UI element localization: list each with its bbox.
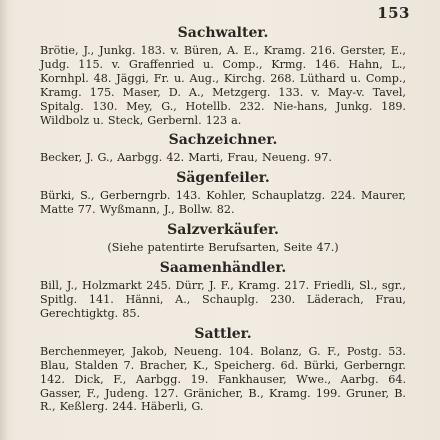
section-heading: Salzverkäufer.: [167, 222, 279, 239]
section-saegenfeiler: [40, 169, 406, 217]
gutter-shadow: [0, 0, 8, 440]
section-heading: Saamenhändler.: [159, 260, 287, 277]
section-sachzeichner: [40, 131, 406, 165]
section-heading: Sachwalter.: [177, 25, 269, 41]
section-entries: (Siehe patentirte Berufsarten, Seite 47.): [107, 241, 339, 255]
section-entries: Berchenmeyer, Jakob, Neueng. 104. Bolanz, G. F., Postg. 53. Blau, Stalden 7. Bracher, K., Speicherg. 6d. Bürki, Gerberngr. 142. Dick, F., Aarbgg. 19. Fankhauser, Wwe., Aarbg. 64. Gasser, F., Judeng. 127. Gränicher, B., Kramg. 199. Gruner, B. R., Keßlerg. 244. Häberli, G.: [40, 344, 406, 414]
section-heading: Sattler.: [194, 325, 252, 342]
section-salzverkaeufer: [40, 221, 406, 255]
section-entries: Bill, J., Holzmarkt 245. Dürr, J. F., Kramg. 217. Friedli, Sl., sgr., Spitlg. 141. Hänni, A., Schauplg. 230. Läderach, Frau, Gerechtigktg. 85.: [40, 279, 406, 320]
section-saamenhaendler: [40, 259, 406, 321]
section-sachwalter: [40, 24, 406, 127]
section-sattler: [40, 325, 406, 415]
section-entries: Bürki, S., Gerberngrb. 143. Kohler, Schauplatzg. 224. Maurer, Matte 77. Wyßmann, J., Bollw. 82.: [40, 189, 406, 217]
section-entries: Brötie, J., Junkg. 183. v. Büren, A. E., Kramg. 216. Gerster, E., Judg. 115. v. Graffenried u. Comp., Krmg. 146. Hahn, L., Kornhpl. 48. Jäggi, Fr. u. Aug., Kirchg. 268. Lüthard u. Comp., Kramg. 175. Maser, D. A., Metzgerg. 133. v. May-v. Tavel, Spitalg. 130. Mey, G., Hotellb. 232. Nie-hans, Junkg. 189. Wildbolz u. Steck, Gerbernl. 123 a.: [40, 44, 406, 127]
section-heading: Sägenfeiler.: [176, 170, 270, 187]
section-heading: Sachzeichner.: [168, 132, 278, 149]
directory-content: [40, 24, 406, 418]
section-entries: Becker, J. G., Aarbgg. 42. Marti, Frau, Neueng. 97.: [40, 151, 332, 165]
page-number: 153: [377, 4, 410, 22]
